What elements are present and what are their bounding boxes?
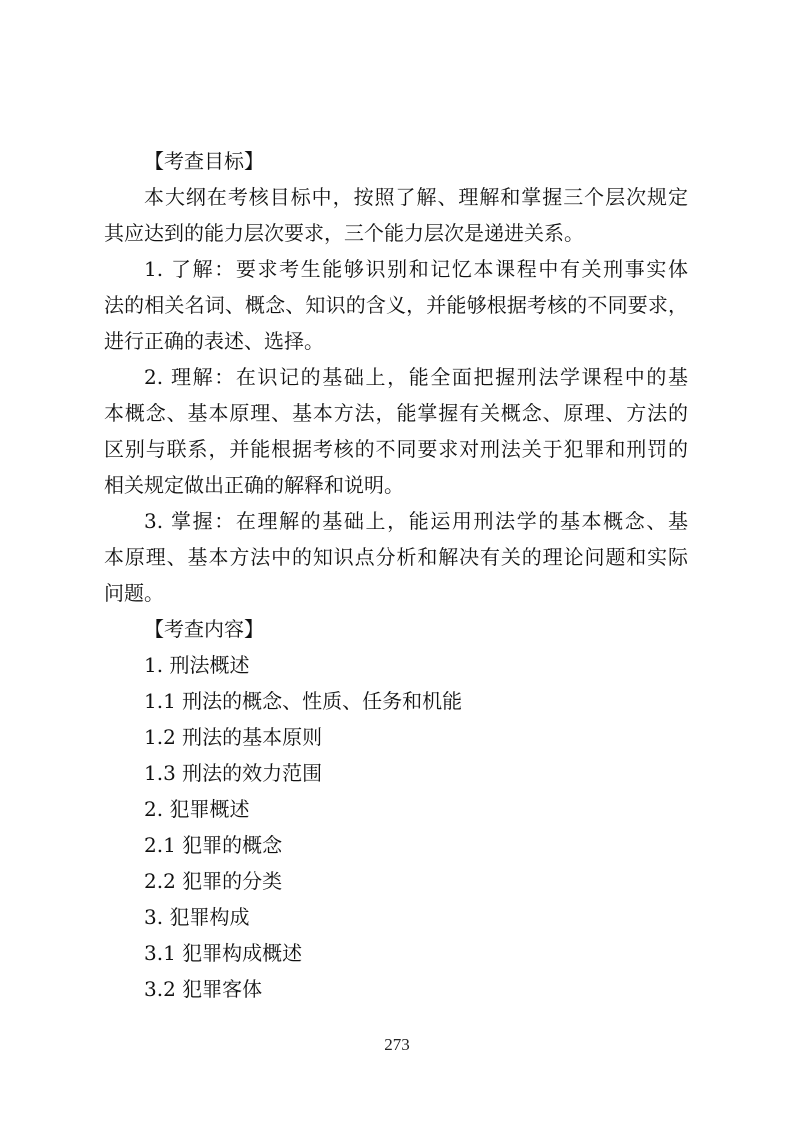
text-line: 2.2 犯罪的分类	[144, 869, 283, 893]
text-line: 1.1 刑法的概念、性质、任务和机能	[144, 689, 463, 713]
text-line: 其应达到的能力层次要求，三个能力层次是递进关系。	[104, 221, 584, 245]
text-line: 2. 理解：在识记的基础上，能全面把握刑法学课程中的基	[144, 365, 688, 389]
text-line: 2.1 犯罪的概念	[144, 833, 283, 857]
text-line: 1.2 刑法的基本原则	[144, 725, 323, 749]
text-line: 法的相关名词、概念、知识的含义，并能够根据考核的不同要求，	[104, 293, 688, 317]
text-line: 本原理、基本方法中的知识点分析和解决有关的理论问题和实际	[104, 545, 688, 569]
text-line: 3.1 犯罪构成概述	[144, 941, 303, 965]
text-line: 3.2 犯罪客体	[144, 977, 263, 1001]
text-line: 【考查内容】	[144, 617, 264, 641]
text-line: 1. 刑法概述	[144, 653, 250, 677]
text-line: 进行正确的表述、选择。	[104, 329, 324, 353]
text-line: 本大纲在考核目标中，按照了解、理解和掌握三个层次规定	[144, 185, 688, 209]
text-line: 1.3 刑法的效力范围	[144, 761, 323, 785]
text-line: 相关规定做出正确的解释和说明。	[104, 473, 404, 497]
document-body	[104, 143, 688, 1007]
text-line: 3. 掌握：在理解的基础上，能运用刑法学的基本概念、基	[144, 509, 688, 533]
text-line: 3. 犯罪构成	[144, 905, 250, 929]
text-line: 问题。	[104, 581, 164, 605]
text-line: 区别与联系，并能根据考核的不同要求对刑法关于犯罪和刑罚的	[104, 437, 688, 461]
page-number: 273	[384, 1035, 410, 1054]
text-line: 【考查目标】	[144, 149, 264, 173]
text-line: 2. 犯罪概述	[144, 797, 250, 821]
text-line: 本概念、基本原理、基本方法，能掌握有关概念、原理、方法的	[104, 401, 688, 425]
text-line: 1. 了解：要求考生能够识别和记忆本课程中有关刑事实体	[144, 257, 688, 281]
